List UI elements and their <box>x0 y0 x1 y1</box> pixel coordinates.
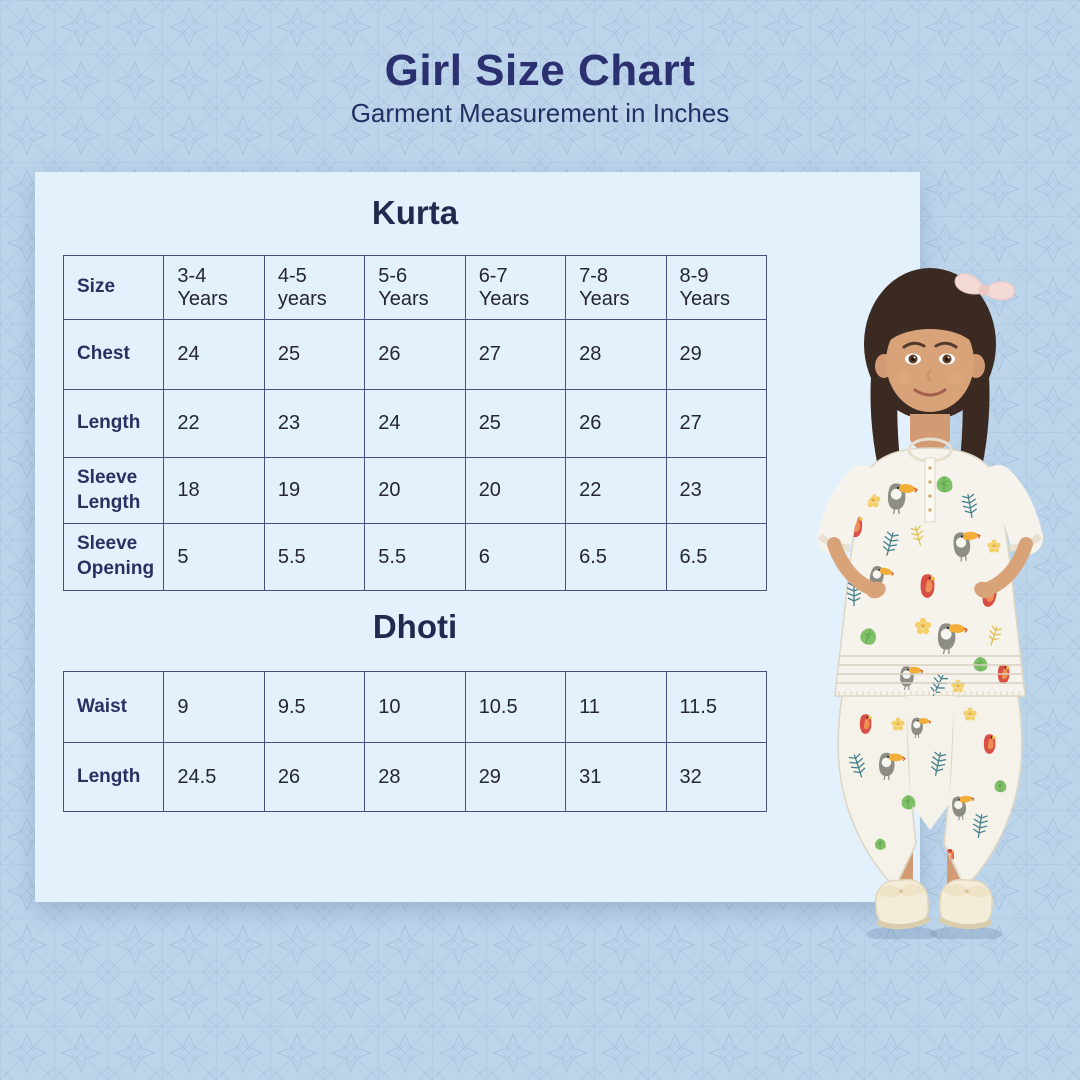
value-cell: 31 <box>566 743 666 812</box>
table-row <box>64 458 767 524</box>
value-cell: 6.5 <box>666 524 766 591</box>
table-row <box>64 524 767 591</box>
dhoti-section-title: Dhoti <box>372 608 458 645</box>
page-subtitle: Garment Measurement in Inches <box>350 98 730 129</box>
row-label-cell: Chest <box>64 320 164 390</box>
value-cell: 26 <box>264 743 364 812</box>
girl-model-image <box>798 244 1058 939</box>
value-cell: 6.5 <box>566 524 666 591</box>
size-col-header: 6-7 Years <box>465 256 565 320</box>
value-cell: 26 <box>566 390 666 458</box>
size-col-header: 5-6 Years <box>365 256 465 320</box>
table-row <box>64 390 767 458</box>
value-cell: 11.5 <box>666 672 766 743</box>
value-cell: 23 <box>264 390 364 458</box>
value-cell: 5 <box>164 524 264 591</box>
row-label-cell: Length <box>64 390 164 458</box>
value-cell: 28 <box>365 743 465 812</box>
value-cell: 27 <box>465 320 565 390</box>
kurta-size-table <box>63 255 767 591</box>
value-cell: 22 <box>566 458 666 524</box>
table-row <box>64 320 767 390</box>
value-cell: 23 <box>666 458 766 524</box>
value-cell: 32 <box>666 743 766 812</box>
value-cell: 5.5 <box>264 524 364 591</box>
value-cell: 20 <box>365 458 465 524</box>
value-cell: 6 <box>465 524 565 591</box>
page-header <box>0 48 1080 129</box>
row-label-cell: Sleeve Opening <box>64 524 164 591</box>
row-label-cell: Length <box>64 743 164 812</box>
value-cell: 19 <box>264 458 364 524</box>
value-cell: 26 <box>365 320 465 390</box>
value-cell: 9.5 <box>264 672 364 743</box>
value-cell: 25 <box>465 390 565 458</box>
value-cell: 22 <box>164 390 264 458</box>
value-cell: 5.5 <box>365 524 465 591</box>
value-cell: 18 <box>164 458 264 524</box>
value-cell: 27 <box>666 390 766 458</box>
size-col-header: 8-9 Years <box>666 256 766 320</box>
size-label-cell: Size <box>64 256 164 320</box>
dhoti-size-table <box>63 671 767 812</box>
value-cell: 28 <box>566 320 666 390</box>
value-cell: 24 <box>365 390 465 458</box>
size-col-header: 3-4 Years <box>164 256 264 320</box>
value-cell: 25 <box>264 320 364 390</box>
value-cell: 10.5 <box>465 672 565 743</box>
content-panel <box>35 172 920 902</box>
table-row <box>64 672 767 743</box>
row-label-cell: Sleeve Length <box>64 458 164 524</box>
table-row <box>64 743 767 812</box>
value-cell: 9 <box>164 672 264 743</box>
value-cell: 10 <box>365 672 465 743</box>
value-cell: 24.5 <box>164 743 264 812</box>
size-col-header: 4-5 years <box>264 256 364 320</box>
value-cell: 24 <box>164 320 264 390</box>
kurta-section-title: Kurta <box>371 194 459 231</box>
row-label-cell: Waist <box>64 672 164 743</box>
value-cell: 20 <box>465 458 565 524</box>
size-col-header: 7-8 Years <box>566 256 666 320</box>
value-cell: 29 <box>666 320 766 390</box>
page-title: Girl Size Chart <box>384 46 696 95</box>
value-cell: 11 <box>566 672 666 743</box>
value-cell: 29 <box>465 743 565 812</box>
table-row <box>64 256 767 320</box>
